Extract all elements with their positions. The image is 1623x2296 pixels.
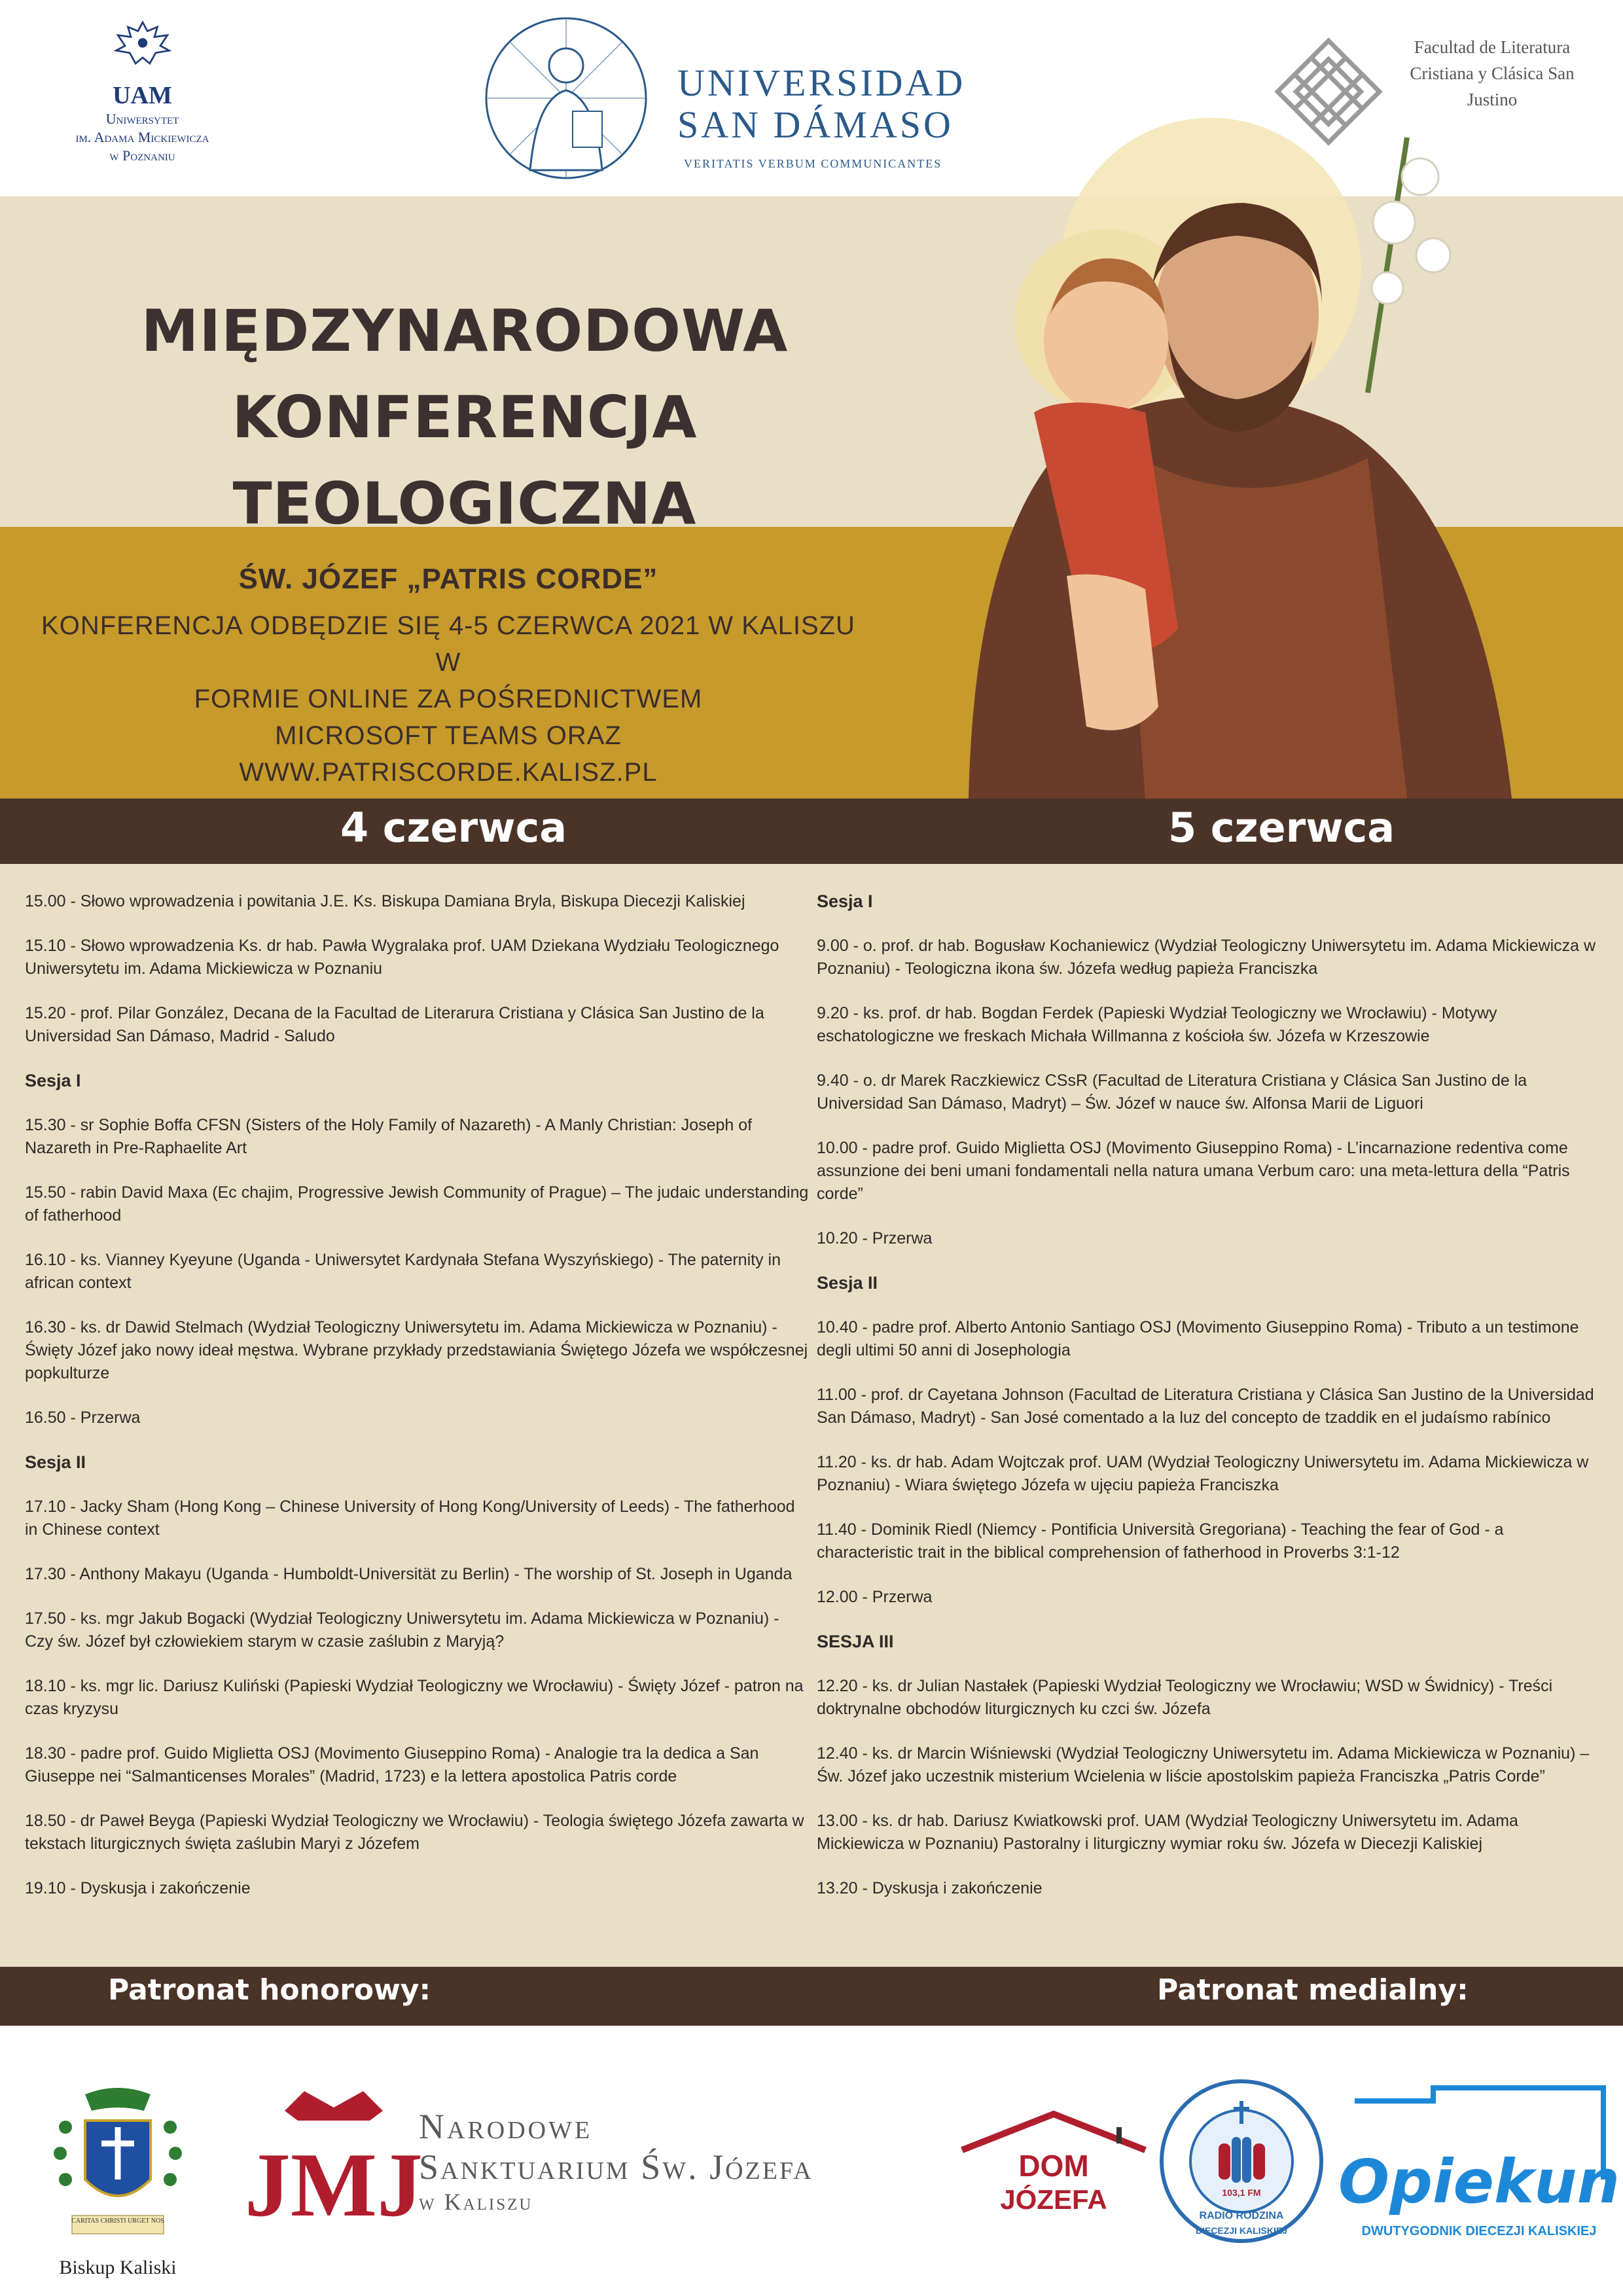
title-line1: MIĘDZYNARODOWA [141, 297, 789, 365]
schedule-item: 17.50 - ks. mgr Jakub Bogacki (Wydział Teologiczny Uniwersytetu im. Adama Mickiewicza w Poznaniu) - Czy św. Józef był człowiekiem starym w czasie zaślubin z Maryją? [25, 1609, 779, 1651]
schedule-item: 12.20 - ks. dr Julian Nastałek (Papieski Wydział Teologiczny we Wrocławiu; WSD w Świdnicy) - Treści doktrynalne obchodów liturgicznych ku czci św. Józefa [817, 1677, 1553, 1718]
schedule-item: 18.10 - ks. mgr lic. Dariusz Kuliński (Papieski Wydział Teologiczny we Wrocławiu) - Święty Józef - patron na czas kryzysu [25, 1677, 804, 1718]
session-heading: Sesja I [25, 1071, 81, 1090]
faculty-line3: Justino [1467, 90, 1518, 109]
session-heading: SESJA III [817, 1632, 894, 1651]
bishop-caption: Biskup Kaliski [59, 2257, 177, 2278]
uam-line2: im. Adama Mickiewicza [75, 129, 209, 145]
schedule-item: 10.20 - Przerwa [817, 1229, 933, 1247]
radio-diocese: DIECEZJI KALISKIEJ [1195, 2225, 1288, 2236]
usd-name-line1: UNIVERSIDAD [677, 62, 966, 104]
schedule-item: 9.00 - o. prof. dr hab. Bogusław Kochaniewicz (Wydział Teologiczny Uniwersytetu im. Adama Mickiewicza w Poznaniu) - Teologiczna ikona św. Józefa według papieża Franciszka [817, 937, 1596, 978]
title-line2: KONFERENCJA TEOLOGICZNA [232, 384, 698, 537]
uam-line1: Uniwersytet [105, 111, 179, 127]
bishop-motto: CARITAS CHRISTI URGET NOS [71, 2217, 164, 2225]
media-patronage-label: Patronat medialny: [1157, 1973, 1469, 2007]
schedule-day2 [817, 890, 1602, 1922]
schedule-item: 9.20 - ks. prof. dr hab. Bogdan Ferdek (Papieski Wydział Teologiczny we Wrocławiu) - Motywy eschatologiczne we freskach Michała Willmanna z kościoła św. Józefa w Krzeszowie [817, 1004, 1497, 1045]
dom-line2: JÓZEFA [1000, 2184, 1107, 2215]
schedule-item: 13.20 - Dyskusja i zakończenie [817, 1879, 1043, 1897]
dom-jozefa-logo [955, 2111, 1152, 2222]
radio-frequency: 103,1 FM [1222, 2187, 1261, 2198]
schedule-item: 18.30 - padre prof. Guido Miglietta OSJ (Movimento Giuseppino Roma) - Analogie tra la dedica a San Giuseppe nei “Salmanticenses Morales” (Madrid, 1723) e la lettera apostolica Patris corde [25, 1744, 759, 1785]
schedule-item: 9.40 - o. dr Marek Raczkiewicz CSsR (Facultad de Literatura Cristiana y Clásica San Justino de la Universidad San Dámaso, Madryt) – Św. Józef w nauce św. Alfonsa Marii de Liguori [817, 1071, 1527, 1113]
schedule-item: 16.10 - ks. Vianney Kyeyune (Uganda - Uniwersytet Kardynała Stefana Wyszyńskiego) - The paternity in african context [25, 1251, 781, 1292]
uam-logo [62, 16, 223, 165]
schedule-day1 [25, 890, 810, 1922]
conference-line1: KONFERENCJA ODBĘDZIE SIĘ 4-5 CZERWCA 2021 W KALISZU W [41, 611, 855, 677]
schedule-item: 16.30 - ks. dr Dawid Stelmach (Wydział Teologiczny Uniwersytetu im. Adama Mickiewicza w Poznaniu) - Święty Józef jako nowy ideał męstwa. Wybrane przykłady przedstawiania Świętego Józefa we współczesnej popkulturze [25, 1318, 808, 1382]
opiekun-title: Opiekun [1338, 2147, 1620, 2217]
faculty-line1: Facultad de Literatura [1414, 37, 1571, 57]
conference-info [26, 563, 870, 791]
session-heading: Sesja II [817, 1273, 878, 1293]
opiekun-subtitle: DWUTYGODNIK DIECEZJI KALISKIEJ [1361, 2224, 1597, 2238]
day1-label: 4 czerwca [340, 804, 567, 852]
schedule-item: 10.40 - padre prof. Alberto Antonio Santiago OSJ (Movimento Giuseppino Roma) - Tributo a un testimone degli ultimi 50 anni di Josephologia [817, 1318, 1579, 1359]
schedule-item: 11.00 - prof. dr Cayetana Johnson (Facultad de Literatura Cristiana y Clásica San Justino de la Universidad San Dámaso, Madryt) - San José comentado a la luz del concepto de tzaddik en el judaísmo rabínico [817, 1386, 1594, 1427]
schedule-item: 13.00 - ks. dr hab. Dariusz Kwiatkowski prof. UAM (Wydział Teologiczny Uniwersytetu im. Adama Mickiewicza w Poznaniu) Pastoralny i liturgiczny wymiar roku św. Józefa w Diecezji Kaliskiej [817, 1812, 1518, 1853]
schedule-item: 15.30 - sr Sophie Boffa CFSN (Sisters of the Holy Family of Nazareth) - A Manly Christian: Joseph of Nazareth in Pre-Raphaelite Art [25, 1116, 753, 1157]
eagle-icon [113, 16, 172, 75]
conference-line2: FORMIE ONLINE ZA POŚREDNICTWEM [194, 685, 703, 713]
session-heading: Sesja II [25, 1452, 86, 1472]
jmj-text: JMJ [244, 2134, 423, 2236]
schedule-item: 12.40 - ks. dr Marcin Wiśniewski (Wydział Teologiczny Uniwersytetu im. Adama Mickiewicza w Poznaniu) – Św. Józef jako uczestnik misterium Wcielenia w liście apostolskim papieża Franciszka „Patris Corde” [817, 1744, 1590, 1785]
faculty-name [1387, 34, 1597, 113]
schedule-item: 11.20 - ks. dr hab. Adam Wojtczak prof. UAM (Wydział Teologiczny Uniwersytetu im. Adama Mickiewicza w Poznaniu) - Wiara świętego Józefa w ujęciu papieża Franciszka [817, 1453, 1589, 1494]
uam-line3: w Poznaniu [109, 147, 175, 164]
conference-url[interactable]: WWW.PATRISCORDE.KALISZ.PL [239, 758, 658, 787]
schedule-item: 15.50 - rabin David Maxa (Ec chajim, Progressive Jewish Community of Prague) – The judaic understanding of fatherhood [25, 1183, 809, 1225]
usd-name-line2: SAN DÁMASO [677, 103, 954, 146]
dom-line1: DOM [1018, 2149, 1089, 2183]
schedule-item: 17.30 - Anthony Makayu (Uganda - Humboldt-Universität zu Berlin) - The worship of St. Joseph in Uganda [25, 1565, 793, 1583]
schedule-item: 16.50 - Przerwa [25, 1408, 141, 1427]
schedule-item: 10.00 - padre prof. Guido Miglietta OSJ (Movimento Giuseppino Roma) - L’incarnazione redentiva come assunzione dei beni umani fondamentali nella natura umana Verbum caro: una meta-lettura della “Patris corde” [817, 1139, 1570, 1203]
radio-name: RADIO RODZINA [1199, 2210, 1284, 2221]
faculty-line2: Cristiana y Clásica San [1410, 63, 1575, 83]
schedule-item: 15.20 - prof. Pilar González, Decana de la Facultad de Literarura Cristiana y Clásica San Justino de la Universidad San Dámaso, Madrid - Saludo [25, 1004, 764, 1045]
schedule-item: 12.00 - Przerwa [817, 1588, 933, 1606]
schedule-item: 17.10 - Jacky Sham (Hong Kong – Chinese University of Hong Kong/University of Leeds) - The fatherhood in Chinese context [25, 1498, 795, 1539]
session-heading: Sesja I [817, 891, 873, 911]
schedule-item: 18.50 - dr Paweł Beyga (Papieski Wydział Teologiczny we Wrocławiu) - Teologia świętego Józefa zawarta w tekstach liturgicznych święta zaślubin Maryi z Józefem [25, 1812, 804, 1853]
sanctuary-line2: Sanktuarium Św. Józefa [419, 2147, 813, 2187]
usd-motto: VERITATIS VERBUM COMMUNICANTES [684, 157, 942, 170]
opiekun-logo [1338, 2081, 1620, 2245]
uam-mark: UAM [113, 82, 172, 109]
honorary-patronage-label: Patronat honorowy: [108, 1973, 431, 2007]
usd-emblem-icon [458, 13, 674, 183]
radio-rodzina-logo [1158, 2078, 1325, 2245]
schedule-item: 11.40 - Dominik Riedl (Niemcy - Pontificia Università Gregoriana) - Teaching the fear of God - a characteristic trait in the biblical comprehension of fatherhood in Proverbs 3:1-12 [817, 1520, 1504, 1562]
schedule-item: 15.10 - Słowo wprowadzenia Ks. dr hab. Pawła Wygralaka prof. UAM Dziekana Wydziału Teologicznego Uniwersytetu im. Adama Mickiewicza w Poznaniu [25, 937, 779, 978]
conference-heading: ŚW. JÓZEF „PATRIS CORDE” [238, 563, 658, 595]
saint-joseph-image [870, 118, 1623, 798]
sanctuary-line3: w Kaliszu [419, 2189, 533, 2215]
jmj-logo [244, 2085, 423, 2255]
schedule-item: 15.00 - Słowo wprowadzenia i powitania J.E. Ks. Biskupa Damiana Bryla, Biskupa Diecezji Kaliskiej [25, 892, 745, 910]
schedule-item: 19.10 - Dyskusja i zakończenie [25, 1879, 251, 1897]
sanctuary-name [419, 2106, 813, 2216]
day2-label: 5 czerwca [1168, 804, 1395, 852]
sanctuary-line1: Narodowe [419, 2107, 593, 2146]
conference-line3: MICROSOFT TEAMS ORAZ [275, 721, 622, 750]
page-title [39, 288, 890, 547]
